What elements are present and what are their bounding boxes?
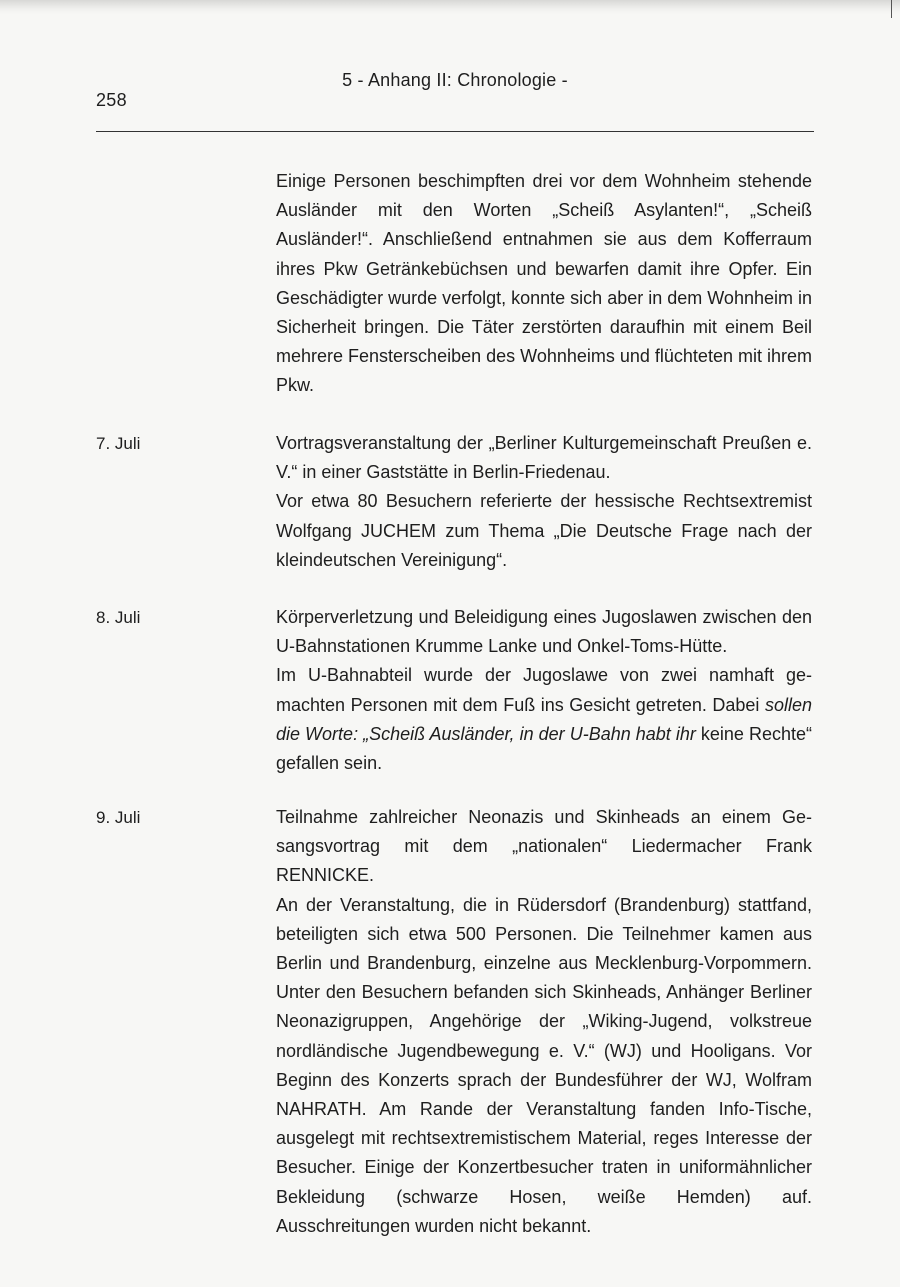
entry-paragraph: Vortragsveranstaltung der „Berliner Kulturgemeinschaft Preußen e. V.“ in einer Gaststätte in Berlin-Friedenau. xyxy=(276,433,812,483)
entry-paragraph: Vor etwa 80 Besuchern referierte der hessische Rechtsextremist Wolfgang JUCHEM zum Thema „Die Deutsche Frage nach der kleindeutschen Vereinigung“. xyxy=(276,491,812,570)
entry-text xyxy=(276,803,812,1241)
paragraph-end: keine Rechte“ gefallen sein. xyxy=(276,723,812,774)
scan-edge-top xyxy=(0,0,900,14)
entry-date: 8. Juli xyxy=(96,608,141,627)
entry-date: 7. Juli xyxy=(96,434,141,453)
paragraph-start: Im U-Bahnabteil wurde der Jugoslawe von zwei namhaft gemachten Personen mit dem Fuß ins Gesicht getreten. Dabei xyxy=(276,665,812,715)
entry-paragraph xyxy=(276,661,812,778)
entry-text xyxy=(276,429,812,575)
entry-paragraph: Körperverletzung und Beleidigung eines Jugoslawen zwischen den U-Bahnstationen Krumme Lanke und Onkel-Toms-Hütte. xyxy=(276,607,812,657)
quoted-italic: sollen die Worte: „Scheiß Ausländer, in der U-Bahn habt ihr xyxy=(276,694,812,744)
entry-text xyxy=(276,167,812,401)
entry-paragraph: Einige Personen beschimpften drei vor dem Wohnheim stehende Ausländer mit den Worten „Scheiß Asylanten!“, „Scheiß Ausländer!“. Anschließend entnahmen sie aus dem Kofferraum ihres Pkw Getränkebüchsen und bewarfen damit ihre Opfer. Ein Geschädigter wurde verfolgt, konnte sich aber in dem Wohnheim in Sicherheit bringen. Die Täter zerstörten daraufhin mit einem Beil mehrere Fensterscheiben des Wohnheims und flüchteten mit ihrem Pkw. xyxy=(276,171,812,396)
entry-text xyxy=(276,603,812,778)
scan-edge-mark xyxy=(891,0,892,18)
page-number: 258 xyxy=(96,90,127,110)
entry-paragraph: Teilnahme zahlreicher Neonazis und Skinheads an einem Gesangsvortrag mit dem „nationalen“ Liedermacher Frank RENNICKE. xyxy=(276,807,812,886)
entry-date: 9. Juli xyxy=(96,808,141,827)
running-head: 5 - Anhang II: Chronologie - xyxy=(342,70,568,90)
header-rule xyxy=(96,131,814,132)
entry-paragraph: An der Veranstaltung, die in Rüdersdorf (Brandenburg) stattfand, beteiligten sich etwa 500 Personen. Die Teilnehmer kamen aus Berlin und Brandenburg, einzelne aus Mecklenburg-Vorpommern. Unter den Besuchern befanden sich Skinheads, Anhänger Berliner Neonazigruppen, Angehörige der „Wiking-Jugend, volkstreue nordländische Jugendbewegung e. V.“ (WJ) und Hooligans. Vor Beginn des Konzerts sprach der Bundesführer der WJ, Wolfram NAHRATH. Am Rande der Veranstaltung fanden Info-Tische, ausgelegt mit rechtsextremistischem Material, reges Interesse der Besucher. Einige der Konzertbesucher traten in uniformähnlicher Bekleidung (schwarze Hosen, weiße Hemden) auf. Ausschreitungen wurden nicht bekannt. xyxy=(276,894,812,1236)
